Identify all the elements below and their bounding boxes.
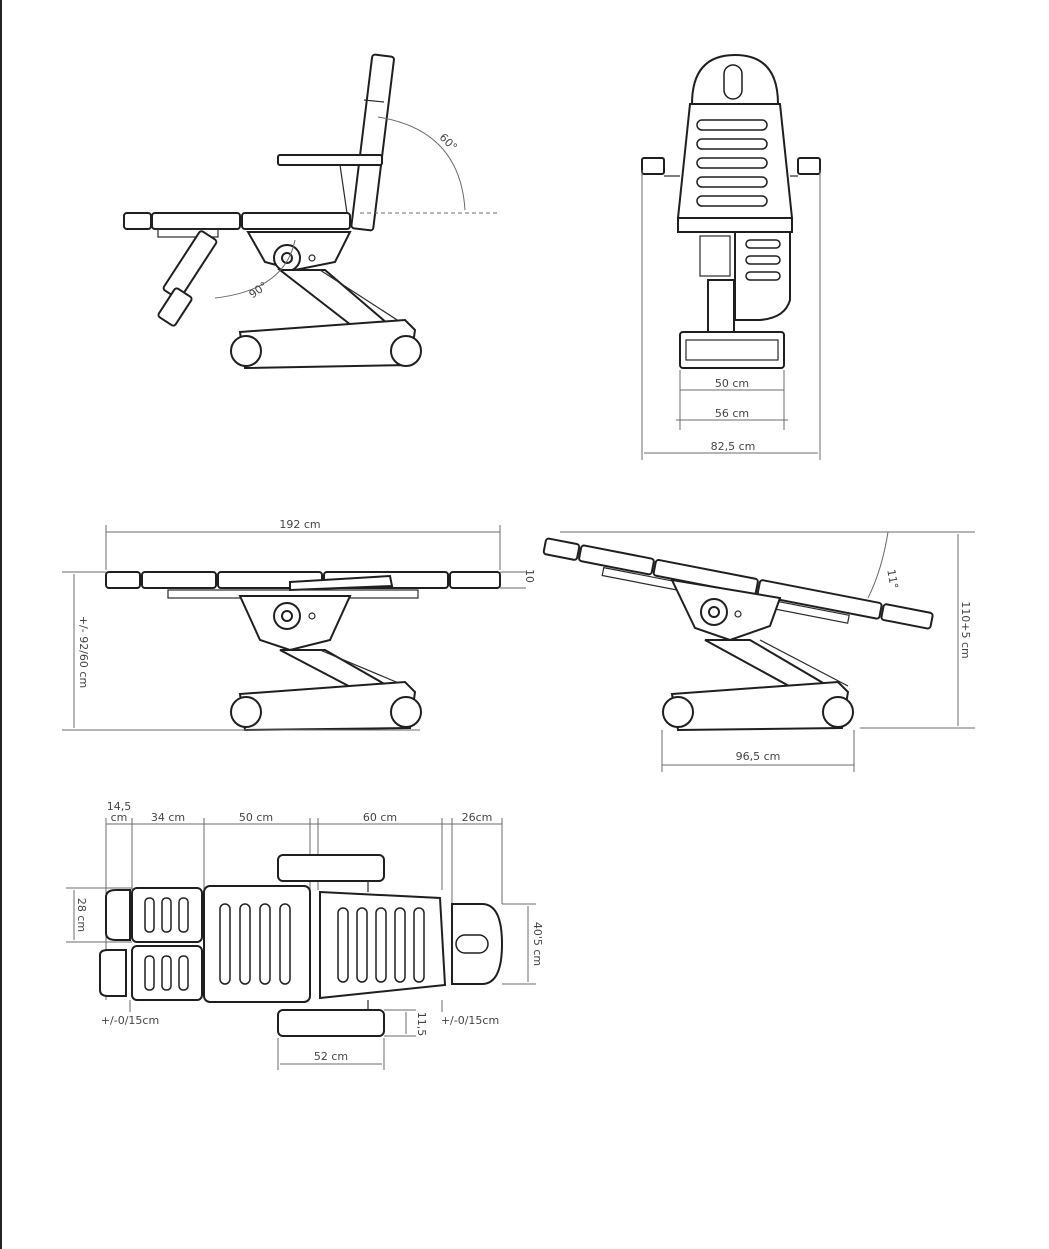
- tilt-base-label: 96,5 cm: [735, 750, 781, 763]
- top-seg1-line2: cm: [110, 811, 128, 824]
- legrest: [163, 230, 218, 300]
- tilt-angle-label: 11°: [884, 568, 901, 590]
- top-seg4: 60 cm: [362, 811, 398, 824]
- top-arm-gap: 11,5: [415, 1011, 428, 1037]
- backrest-angle-label: 60°: [436, 130, 460, 154]
- side-view-tilted: [541, 532, 975, 772]
- top-seg5: 26cm: [461, 811, 493, 824]
- wheel-right: [391, 336, 421, 366]
- top-leg-width: 28 cm: [75, 897, 88, 933]
- front-seat: [678, 218, 792, 232]
- top-view: [66, 800, 544, 1070]
- front-dim-inner: 50 cm: [714, 377, 750, 390]
- top-head-width: 40'5 cm: [531, 921, 544, 967]
- top-adjust-right: +/-0/15cm: [440, 1014, 500, 1027]
- backrest: [351, 54, 394, 230]
- flat-height-label: +/- 92/60 cm: [77, 615, 90, 689]
- flat-thickness-label: 10: [523, 569, 536, 583]
- side-view-flat: [62, 518, 536, 730]
- arm-left: [642, 158, 664, 174]
- top-arm-upper: [278, 855, 384, 881]
- arm-right: [798, 158, 820, 174]
- front-dim-mid: 56 cm: [714, 407, 750, 420]
- top-adjust-left: +/-0/15cm: [100, 1014, 160, 1027]
- legrest-angle-label: 90°: [246, 279, 271, 302]
- front-base: [680, 332, 784, 368]
- top-arm-lower: [278, 1010, 384, 1036]
- top-arm-length: 52 cm: [313, 1050, 349, 1063]
- tilt-height-label: 110+5 cm: [959, 601, 972, 659]
- top-seg2: 34 cm: [150, 811, 186, 824]
- base-frame: [240, 320, 415, 368]
- front-view: [642, 55, 820, 460]
- armrest: [278, 155, 382, 165]
- side-view-chair: [124, 54, 500, 368]
- flat-length-label: 192 cm: [279, 518, 321, 531]
- top-seg1-line1: 14,5: [106, 800, 132, 813]
- top-seg3: 50 cm: [238, 811, 274, 824]
- wheel-left: [231, 336, 261, 366]
- front-dim-outer: 82,5 cm: [710, 440, 756, 453]
- seat: [242, 213, 350, 229]
